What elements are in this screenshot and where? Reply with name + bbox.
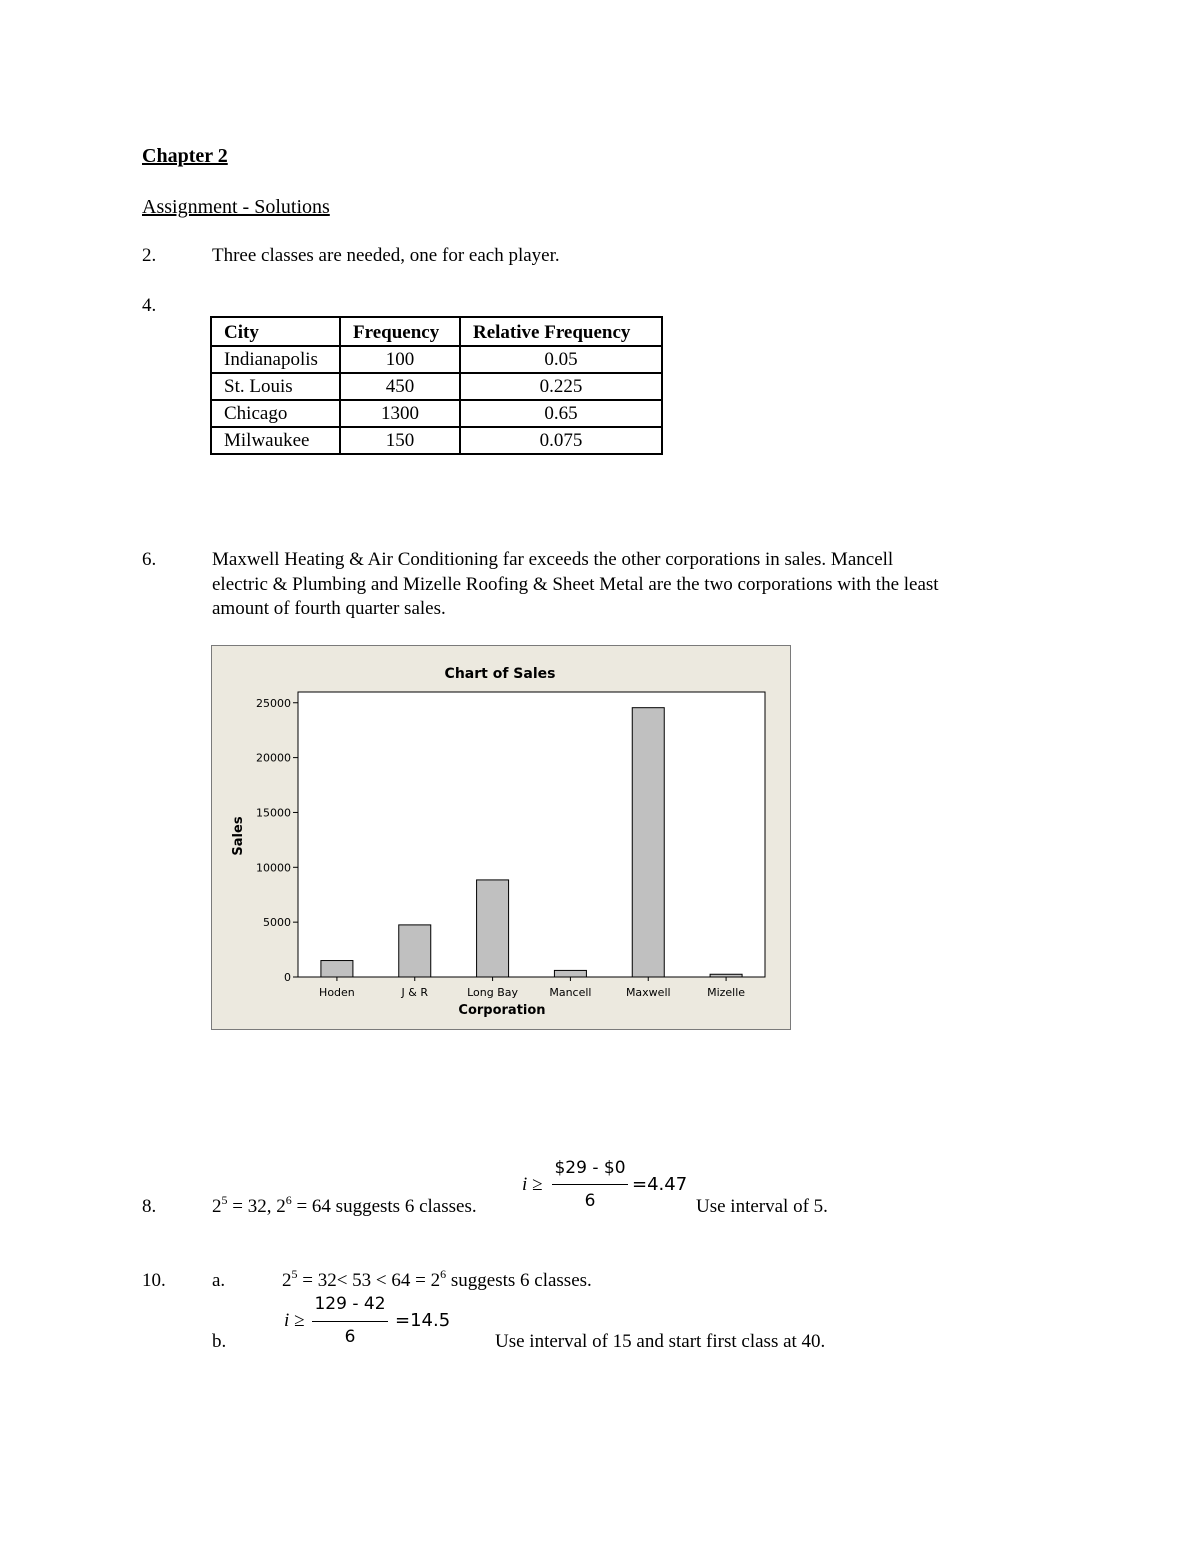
- cell-city: Chicago: [211, 400, 340, 427]
- header-city: City: [211, 317, 340, 346]
- q10-a-middle: = 32< 53 < 64 = 2: [297, 1270, 441, 1291]
- table-row: [211, 346, 662, 373]
- x-axis: [319, 977, 745, 999]
- x-tick-label: J & R: [401, 986, 428, 999]
- plot-area: [298, 692, 765, 977]
- q8-fraction-line: [552, 1184, 628, 1185]
- header-frequency: Frequency: [340, 317, 460, 346]
- cell-relative-frequency: 0.225: [460, 373, 662, 400]
- y-tick-label: 0: [284, 971, 291, 984]
- chapter-title: Chapter 2: [142, 145, 228, 167]
- q8-result: =4.47: [632, 1174, 688, 1195]
- q10-result: =14.5: [395, 1310, 451, 1331]
- cell-relative-frequency: 0.65: [460, 400, 662, 427]
- x-tick-label: Mizelle: [707, 986, 746, 999]
- cell-frequency: 150: [340, 427, 460, 454]
- q10-a-conclusion: suggests 6 classes.: [446, 1270, 592, 1291]
- q10-a-exp-1: 5: [291, 1266, 298, 1281]
- bar-maxwell: [632, 708, 664, 977]
- sales-chart: [211, 645, 791, 1030]
- x-tick-label: Maxwell: [625, 986, 671, 999]
- cell-frequency: 450: [340, 373, 460, 400]
- bar-mizelle: [710, 974, 742, 977]
- q2-number: 2.: [142, 245, 157, 266]
- q6-number: 6.: [142, 549, 157, 570]
- q8-i-symbol: i ≥: [522, 1174, 543, 1195]
- table-header-row: [211, 317, 662, 346]
- header-relative-frequency: Relative Frequency: [460, 317, 662, 346]
- q10-numerator: 129 - 42: [314, 1294, 386, 1314]
- q10-a-base-1: 2: [282, 1270, 292, 1291]
- bar-mancell: [554, 970, 586, 977]
- q4-number: 4.: [142, 295, 157, 316]
- x-tick-label: Hoden: [319, 986, 355, 999]
- y-tick-label: 25000: [256, 696, 291, 710]
- bar-hoden: [321, 961, 353, 977]
- cell-frequency: 1300: [340, 400, 460, 427]
- table-row: [211, 373, 662, 400]
- q6-line-1: Maxwell Heating & Air Conditioning far exceeds the other corporations in sales. Mancell: [212, 549, 894, 570]
- q8-exp-b: 6: [285, 1192, 292, 1207]
- q8-number: 8.: [142, 1196, 157, 1217]
- y-tick-label: 15000: [256, 806, 291, 820]
- chart-title: Chart of Sales: [444, 666, 556, 682]
- cell-city: Milwaukee: [211, 427, 340, 454]
- cell-frequency: 100: [340, 346, 460, 373]
- q8-text: [212, 1192, 477, 1219]
- bar-long-bay: [477, 880, 509, 977]
- cell-relative-frequency: 0.075: [460, 427, 662, 454]
- q8-base-b: = 32, 2: [227, 1196, 286, 1217]
- q8-conclusion: = 64 suggests 6 classes.: [291, 1196, 477, 1217]
- q10-b-label: b.: [212, 1331, 227, 1352]
- q2-text: Three classes are needed, one for each player.: [212, 245, 560, 266]
- y-tick-label: 10000: [256, 861, 291, 875]
- q10-a-exp-2: 6: [440, 1266, 447, 1281]
- q8-exp-a: 5: [221, 1192, 228, 1207]
- x-tick-label: Mancell: [549, 986, 592, 999]
- table-row: [211, 427, 662, 454]
- y-axis: [256, 697, 298, 984]
- x-tick-label: Long Bay: [467, 986, 519, 999]
- q10-a-text: [282, 1266, 592, 1293]
- q8-base-a: 2: [212, 1196, 222, 1217]
- q8-numerator: $29 - $0: [554, 1158, 626, 1178]
- frequency-table: [210, 316, 663, 455]
- y-tick-label: 20000: [256, 751, 291, 765]
- q6-line-2: electric & Plumbing and Mizelle Roofing & Sheet Metal are the two corporations with the least: [212, 574, 939, 595]
- q10-denominator: 6: [344, 1327, 356, 1347]
- q8-denominator: 6: [584, 1191, 596, 1211]
- q6-line-3: amount of fourth quarter sales.: [212, 598, 446, 619]
- cell-city: Indianapolis: [211, 346, 340, 373]
- q10-a-label: a.: [212, 1270, 226, 1291]
- q10-b-tail: Use interval of 15 and start first class at 40.: [495, 1331, 826, 1352]
- q8-tail: Use interval of 5.: [696, 1196, 828, 1217]
- cell-city: St. Louis: [211, 373, 340, 400]
- y-axis-label: Sales: [231, 816, 246, 856]
- cell-relative-frequency: 0.05: [460, 346, 662, 373]
- q10-fraction-line: [312, 1321, 388, 1322]
- q10-number: 10.: [142, 1270, 166, 1291]
- q10-i-symbol: i ≥: [284, 1310, 305, 1331]
- chart-svg: [212, 646, 792, 1031]
- table-row: [211, 400, 662, 427]
- y-tick-label: 5000: [263, 916, 291, 930]
- assignment-subtitle: Assignment - Solutions: [142, 196, 330, 218]
- x-axis-label: Corporation: [458, 1003, 546, 1018]
- bar-j-r: [399, 925, 431, 977]
